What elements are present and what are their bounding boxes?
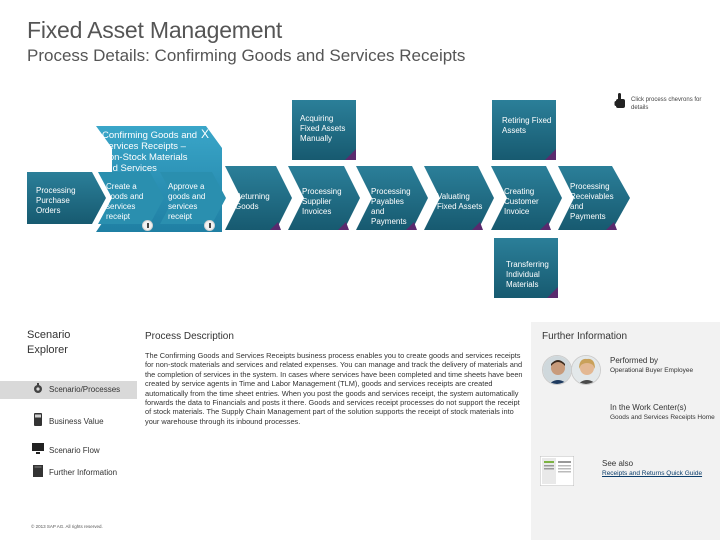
nav-label: Business Value <box>49 417 104 426</box>
nav-business-value[interactable] <box>0 413 137 431</box>
gear-icon <box>32 381 44 395</box>
nav-label: Scenario/Processes <box>49 385 121 394</box>
process-description-panel <box>137 322 531 540</box>
description-title: Process Description <box>145 331 234 342</box>
person-photo <box>572 356 601 385</box>
further-information-panel <box>531 322 720 540</box>
step-label: Processing Payables and Payments <box>371 187 411 226</box>
scenario-explorer <box>0 320 137 540</box>
document-icon <box>540 456 574 486</box>
nav-scenario-processes[interactable] <box>0 381 137 399</box>
see-also-label: See also <box>602 459 634 468</box>
info-icon[interactable] <box>142 220 153 231</box>
close-icon[interactable]: X <box>201 127 210 141</box>
step-label: Transferring Individual Materials <box>506 260 549 289</box>
page-title: Fixed Asset Management <box>27 17 283 43</box>
step-label: Valuating Fixed Assets <box>437 192 483 211</box>
page-subtitle: Process Details: Confirming Goods and Services Receipts <box>27 46 466 65</box>
book-icon <box>32 464 44 478</box>
nav-label: Further Information <box>49 468 118 477</box>
step-label: Acquiring Fixed Assets Manually <box>300 114 346 143</box>
further-info-title: Further Information <box>542 331 628 342</box>
nav-scenario-flow[interactable] <box>0 442 137 460</box>
nav-label: Scenario Flow <box>49 446 100 455</box>
quick-guide-link[interactable]: Receipts and Returns Quick Guide <box>602 470 703 477</box>
work-center-value: Goods and Services Receipts Home <box>610 414 715 421</box>
hint-text: Click process chevrons for details <box>631 97 702 111</box>
active-process-title: Confirming Goods and Services Receipts – Non-Stock Materials and Services <box>102 130 198 174</box>
step-label: Create a goods and services receipt <box>106 182 144 221</box>
performed-by-value: Operational Buyer Employee <box>610 367 694 374</box>
step-label: Processing Purchase Orders <box>36 186 76 215</box>
copyright: © 2013 SAP AG. All rights reserved. <box>31 524 103 529</box>
description-text: The Confirming Goods and Services Receipts business process enables you to create goods and services receipts for non-stock materials and services and related expenses. You can manage and track the delivery of materials and the completion of services in the system. In cases where services have been completed and time sheets have been created by service agents in Time and Labor Management (TLM), goods and services receipts are created automatically from the time sheet entries. When you post the goods and services receipt, the system automatically forwards the data to Financials and posts it there. Goods and services receipt processes do not support the receipt of stock materials. The Supply Chain Management part of the solution supports the receipt of stock materials into your warehouse through its inbound processes. <box>145 351 523 426</box>
monitor-icon <box>32 442 44 456</box>
work-center-label: In the Work Center(s) <box>610 403 687 412</box>
step-label: Processing Receivables and Payments <box>570 182 614 221</box>
step-label: Processing Supplier Invoices <box>302 187 342 216</box>
performed-by-label: Performed by <box>610 356 659 365</box>
info-icon[interactable] <box>204 220 215 231</box>
nav-further-information[interactable] <box>0 464 137 482</box>
person-photo <box>543 356 572 385</box>
avatar <box>571 355 601 385</box>
calculator-icon <box>32 413 44 427</box>
avatar <box>542 355 572 385</box>
step-label: Approve a goods and services receipt <box>168 182 206 221</box>
step-label: Retiring Fixed Assets <box>502 116 552 135</box>
step-label: Returning Goods <box>235 192 270 211</box>
step-label: Creating Customer Invoice <box>504 187 539 216</box>
explorer-title: Scenario Explorer <box>27 329 71 356</box>
